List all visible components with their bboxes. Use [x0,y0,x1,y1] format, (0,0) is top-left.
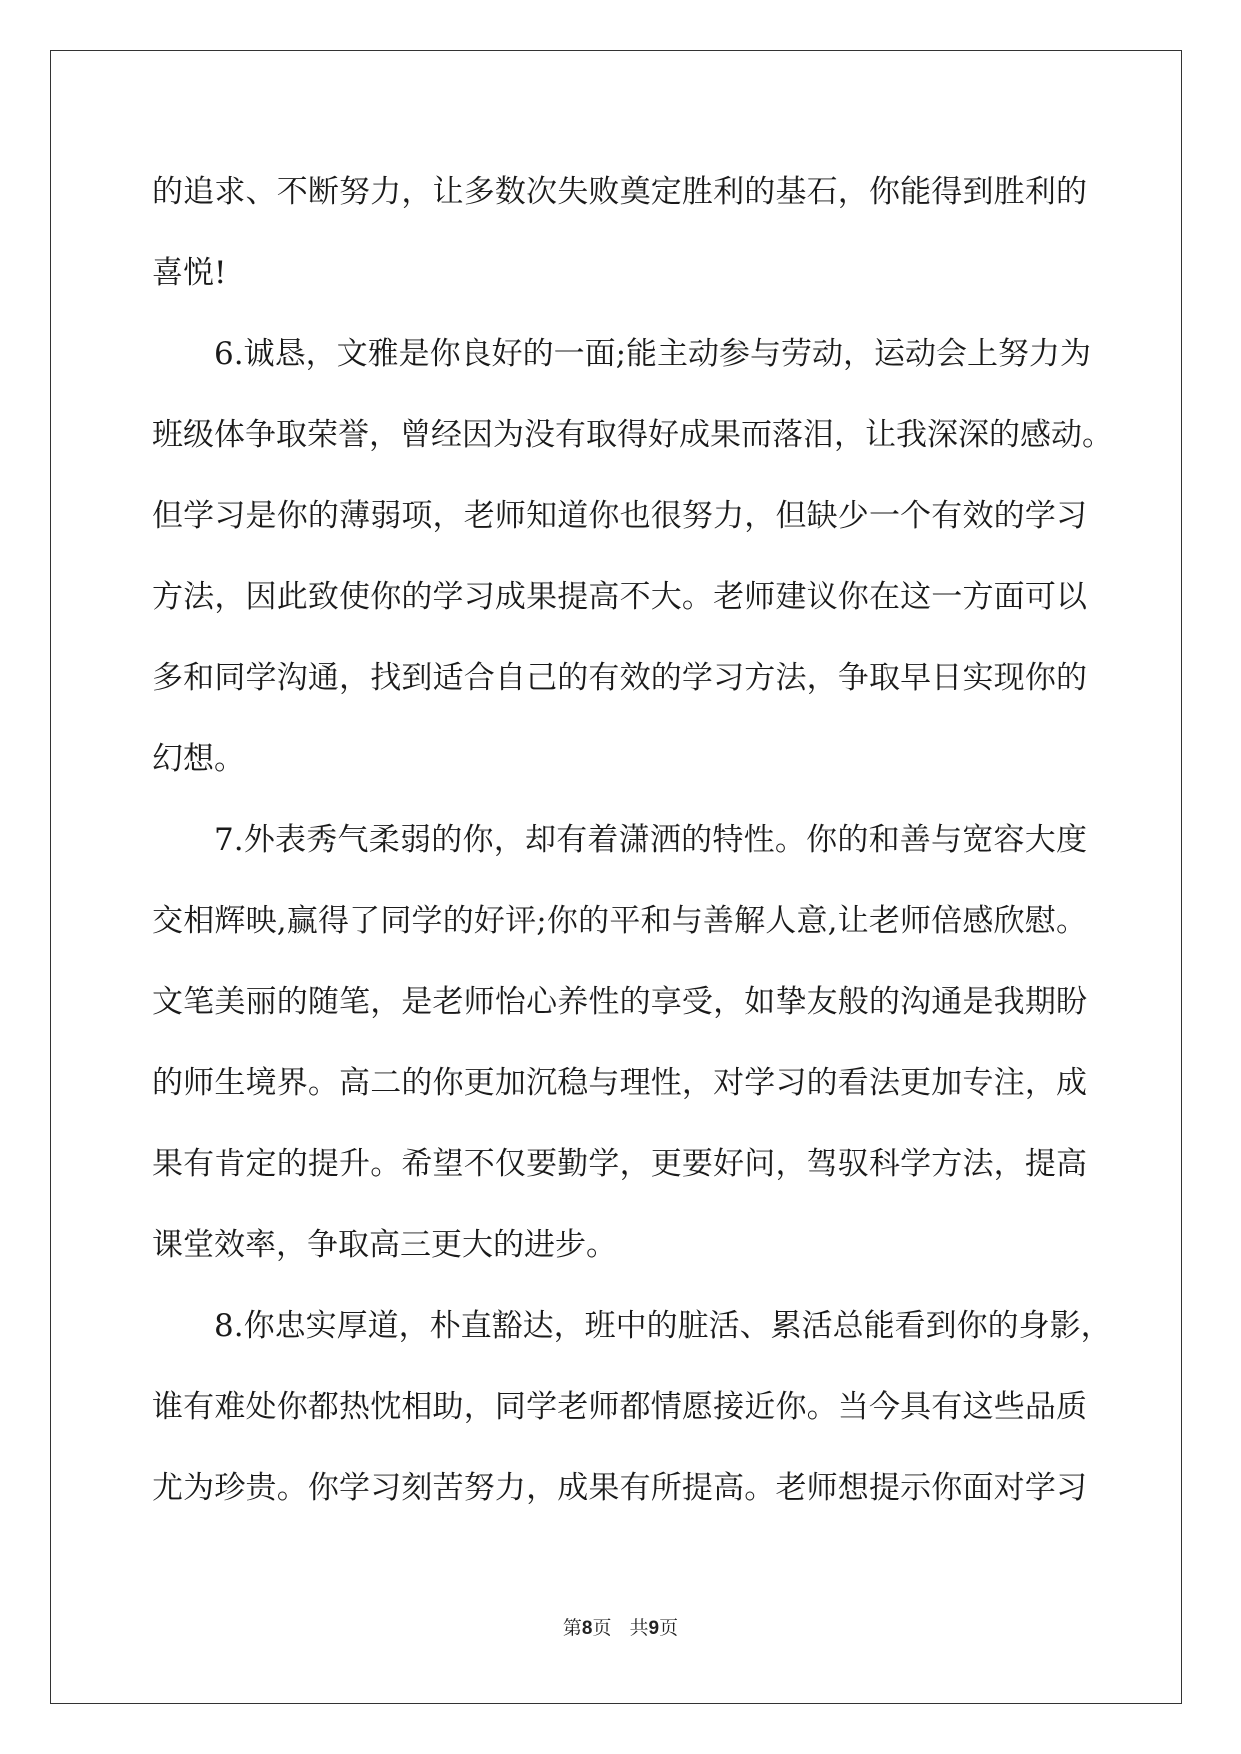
text-line: 多和同学沟通，找到适合自己的有效的学习方法，争取早日实现你的 [152,660,1087,696]
text-line: 班级体争取荣誉，曾经因为没有取得好成果而落泪，让我深深的感动。 [152,417,1113,453]
footer-total-suffix: 页 [659,1617,679,1639]
document-body [152,152,1113,1529]
footer-prefix: 第 [562,1617,582,1639]
text-line: 7.外表秀气柔弱的你，却有着潇洒的特性。你的和善与宽容大度 [214,822,1087,858]
current-page-number: 8 [581,1618,593,1639]
text-line: 的追求、不断努力，让多数次失败奠定胜利的基石，你能得到胜利的 [152,174,1087,210]
text-line: 果有肯定的提升。希望不仅要勤学，更要好问，驾驭科学方法，提高 [152,1146,1087,1182]
text-line: 6.诚恳，文雅是你良好的一面;能主动参与劳动，运动会上努力为 [214,336,1092,372]
text-line: 谁有难处你都热忱相助，同学老师都情愿接近你。当今具有这些品质 [152,1389,1087,1425]
total-pages-number: 9 [648,1618,660,1639]
page-footer [0,1613,1241,1640]
text-line: 喜悦! [152,255,227,291]
text-line: 但学习是你的薄弱项，老师知道你也很努力，但缺少一个有效的学习 [152,498,1087,534]
text-line: 8.你忠实厚道，朴直豁达，班中的脏活、累活总能看到你的身影， [214,1308,1112,1344]
text-line: 尤为珍贵。你学习刻苦努力，成果有所提高。老师想提示你面对学习 [152,1470,1087,1506]
text-line: 课堂效率，争取高三更大的进步。 [152,1227,617,1263]
text-line: 的师生境界。高二的你更加沉稳与理性，对学习的看法更加专注，成 [152,1065,1087,1101]
footer-total-prefix: 共 [629,1617,649,1639]
text-line: 交相辉映,赢得了同学的好评;你的平和与善解人意,让老师倍感欣慰。 [152,903,1087,939]
footer-page-word: 页 [592,1617,612,1639]
text-line: 幻想。 [152,741,245,777]
text-line: 文笔美丽的随笔，是老师怡心养性的享受，如挚友般的沟通是我期盼 [152,984,1087,1020]
text-line: 方法，因此致使你的学习成果提高不大。老师建议你在这一方面可以 [152,579,1087,615]
